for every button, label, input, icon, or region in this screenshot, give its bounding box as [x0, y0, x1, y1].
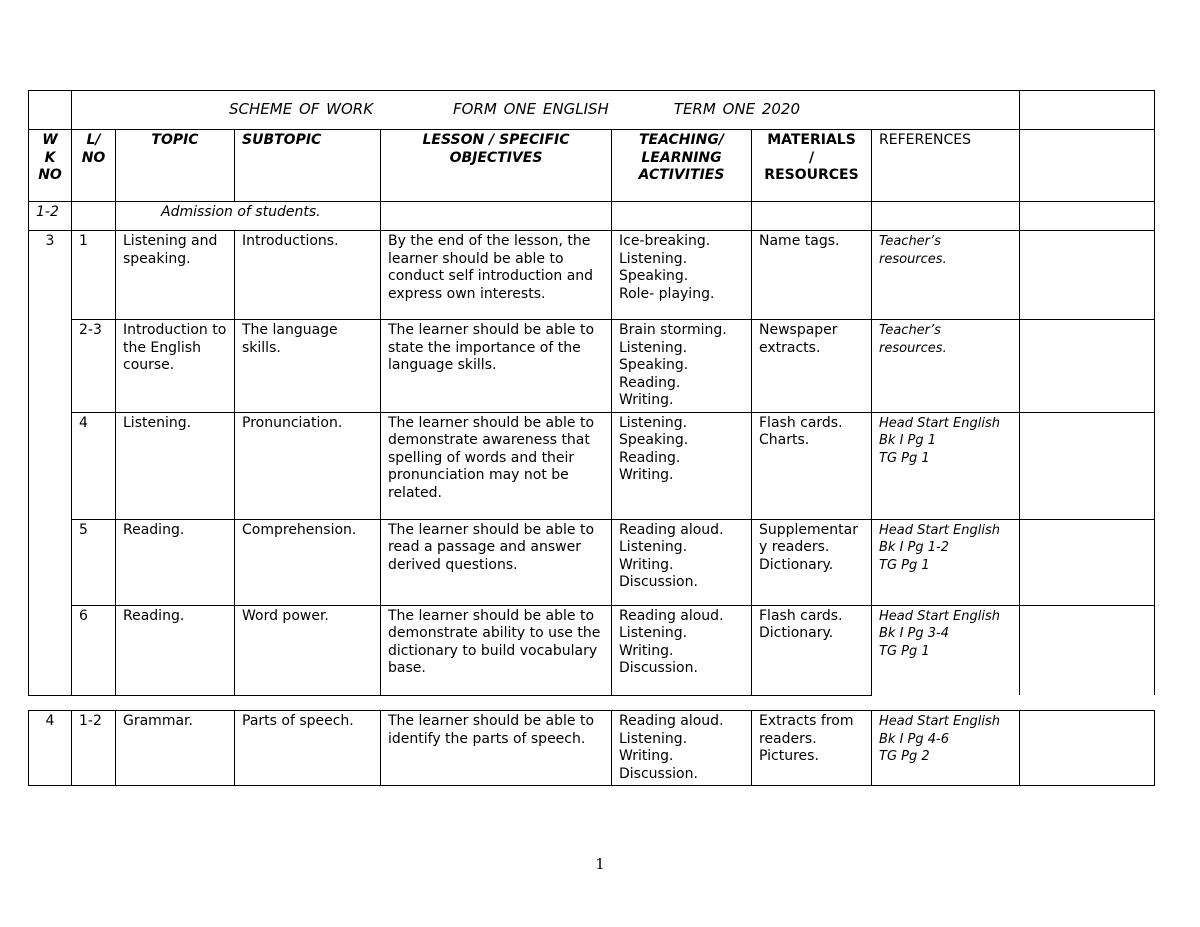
subtopic-cell: Pronunciation. [235, 412, 381, 519]
materials-cell: Flash cards. Dictionary. [752, 605, 872, 695]
activities-cell: Ice-breaking. Listening. Speaking. Role- playing. [612, 231, 752, 320]
topic-cell: Listening and speaking. [116, 231, 235, 320]
title-extra-cell [1020, 91, 1155, 130]
subtopic-cell: Parts of speech. [235, 711, 381, 786]
admission-blank [72, 202, 116, 231]
materials-cell: Name tags. [752, 231, 872, 320]
title-blank-cell [29, 91, 72, 130]
admission-empty-2 [612, 202, 752, 231]
references-cell: Head Start English Bk I Pg 3-4 TG Pg 1 [872, 605, 1020, 695]
header-lesson: L/ NO [72, 130, 116, 202]
activities-cell: Reading aloud. Listening. Writing. Discussion. [612, 605, 752, 695]
header-topic: TOPIC [116, 130, 235, 202]
objectives-cell: By the end of the lesson, the learner should be able to conduct self introduction and express own interests. [381, 231, 612, 320]
table-row [29, 519, 1155, 605]
admission-text: Admission of students. [116, 202, 381, 231]
admission-empty-4 [872, 202, 1020, 231]
subtopic-cell: Introductions. [235, 231, 381, 320]
admission-empty-5 [1020, 202, 1155, 231]
extra-cell [1020, 231, 1155, 320]
document-title [72, 91, 1020, 130]
table-row [29, 605, 1155, 695]
activities-cell: Brain storming. Listening. Speaking. Reading. Writing. [612, 320, 752, 413]
header-references: REFERENCES [872, 130, 1020, 202]
header-subtopic: SUBTOPIC [235, 130, 381, 202]
lesson-number: 4 [72, 412, 116, 519]
table-row [29, 412, 1155, 519]
header-week: W K NO [29, 130, 72, 202]
references-cell: Head Start English Bk I Pg 1 TG Pg 1 [872, 412, 1020, 519]
admission-row [29, 202, 1155, 231]
lesson-number: 1-2 [72, 711, 116, 786]
subtopic-cell: The language skills. [235, 320, 381, 413]
subtopic-cell: Comprehension. [235, 519, 381, 605]
header-extra [1020, 130, 1155, 202]
references-cell: Teacher’s resources. [872, 231, 1020, 320]
week-4-cell: 4 [29, 711, 72, 786]
admission-week: 1-2 [29, 202, 72, 231]
admission-empty-1 [381, 202, 612, 231]
objectives-cell: The learner should be able to identify the parts of speech. [381, 711, 612, 786]
materials-cell: Flash cards. Charts. [752, 412, 872, 519]
extra-cell [1020, 320, 1155, 413]
objectives-cell: The learner should be able to demonstrate ability to use the dictionary to build vocabulary base. [381, 605, 612, 695]
topic-cell: Reading. [116, 605, 235, 695]
references-cell: Head Start English Bk I Pg 1-2 TG Pg 1 [872, 519, 1020, 605]
scheme-of-work-table-continued [28, 710, 1155, 786]
objectives-cell: The learner should be able to demonstrate awareness that spelling of words and their pronunciation may not be related. [381, 412, 612, 519]
lesson-number: 1 [72, 231, 116, 320]
activities-cell: Listening. Speaking. Reading. Writing. [612, 412, 752, 519]
objectives-cell: The learner should be able to read a passage and answer derived questions. [381, 519, 612, 605]
title-row [29, 91, 1155, 130]
activities-cell: Reading aloud. Listening. Writing. Discussion. [612, 519, 752, 605]
extra-cell [1020, 605, 1155, 695]
title-form: FORM ONE ENGLISH [453, 100, 609, 119]
subtopic-cell: Word power. [235, 605, 381, 695]
topic-cell: Introduction to the English course. [116, 320, 235, 413]
table-row [29, 231, 1155, 320]
materials-cell: Extracts from readers. Pictures. [752, 711, 872, 786]
activities-cell: Reading aloud. Listening. Writing. Discussion. [612, 711, 752, 786]
extra-cell [1020, 711, 1155, 786]
page-number: 1 [595, 855, 605, 873]
objectives-cell: The learner should be able to state the importance of the language skills. [381, 320, 612, 413]
header-activities: TEACHING/ LEARNING ACTIVITIES [612, 130, 752, 202]
extra-cell [1020, 519, 1155, 605]
admission-empty-3 [752, 202, 872, 231]
extra-cell [1020, 412, 1155, 519]
materials-cell: Newspaper extracts. [752, 320, 872, 413]
references-cell: Teacher’s resources. [872, 320, 1020, 413]
title-scheme: SCHEME OF WORK [229, 100, 374, 119]
topic-cell: Reading. [116, 519, 235, 605]
header-objectives: LESSON / SPECIFIC OBJECTIVES [381, 130, 612, 202]
lesson-number: 5 [72, 519, 116, 605]
topic-cell: Grammar. [116, 711, 235, 786]
week-3-cell: 3 [29, 231, 72, 696]
table-row [29, 320, 1155, 413]
topic-cell: Listening. [116, 412, 235, 519]
scheme-of-work-table [28, 90, 1155, 696]
lesson-number: 2-3 [72, 320, 116, 413]
materials-cell: Supplementar y readers. Dictionary. [752, 519, 872, 605]
header-materials: MATERIALS / RESOURCES [752, 130, 872, 202]
title-term: TERM ONE 2020 [673, 100, 801, 119]
references-cell: Head Start English Bk I Pg 4-6 TG Pg 2 [872, 711, 1020, 786]
header-row [29, 130, 1155, 202]
table-row [29, 711, 1155, 786]
lesson-number: 6 [72, 605, 116, 695]
